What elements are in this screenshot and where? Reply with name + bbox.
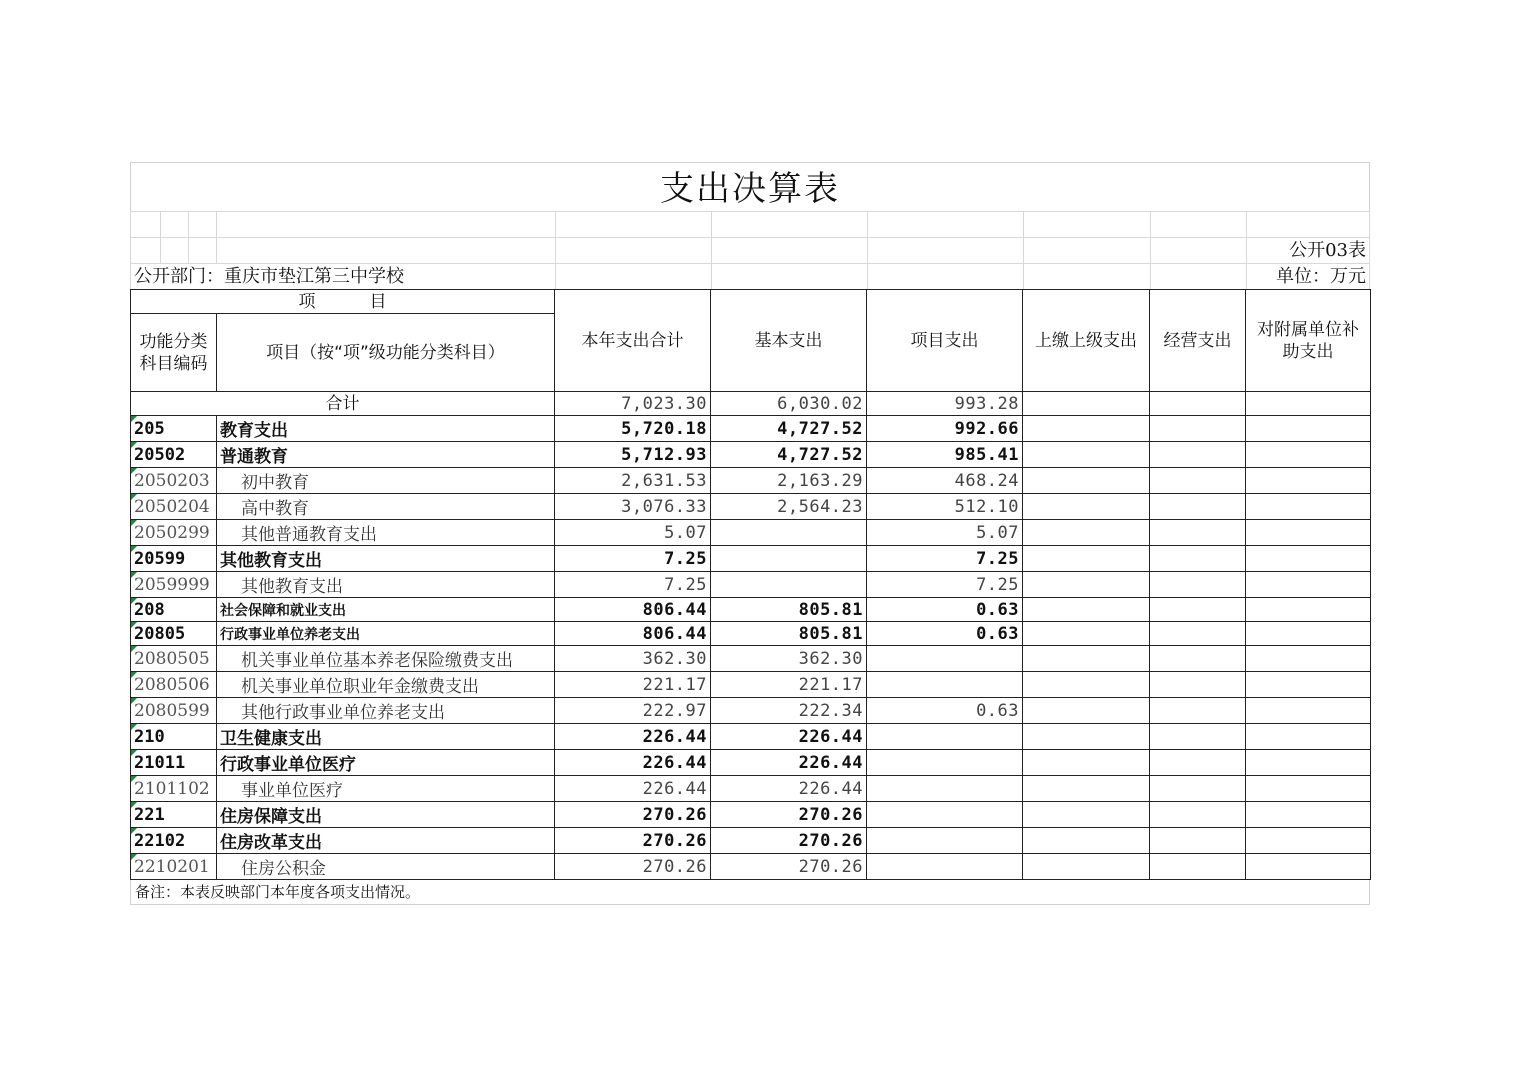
row-code: 205 <box>131 416 217 442</box>
row-total: 806.44 <box>555 622 711 646</box>
row-basic <box>711 546 867 572</box>
total-project: 993.28 <box>867 392 1023 416</box>
empty-cell <box>1023 572 1150 598</box>
row-project <box>867 750 1023 776</box>
empty-cell <box>1246 494 1371 520</box>
empty-cell <box>1246 672 1371 698</box>
row-code: 2050203 <box>131 468 217 494</box>
row-total: 270.26 <box>555 802 711 828</box>
empty-cell <box>1150 724 1246 750</box>
empty-cell <box>1150 416 1246 442</box>
table-row <box>131 646 1371 672</box>
header-total: 本年支出合计 <box>555 290 711 392</box>
row-code: 2080506 <box>131 672 217 698</box>
row-project: 0.63 <box>867 622 1023 646</box>
row-total: 5,712.93 <box>555 442 711 468</box>
table-row <box>131 622 1371 646</box>
row-basic: 805.81 <box>711 622 867 646</box>
empty-cell <box>1150 520 1246 546</box>
spreadsheet-page <box>130 162 1370 905</box>
empty-cell <box>1023 672 1150 698</box>
empty-cell <box>1246 646 1371 672</box>
empty-cell <box>1150 494 1246 520</box>
table-row <box>131 546 1371 572</box>
row-project <box>867 802 1023 828</box>
empty-cell <box>1150 546 1246 572</box>
header-subsidy: 对附属单位补助支出 <box>1246 290 1371 392</box>
row-code: 2101102 <box>131 776 217 802</box>
row-total: 3,076.33 <box>555 494 711 520</box>
row-total: 7.25 <box>555 572 711 598</box>
table-row <box>131 416 1371 442</box>
empty-cell <box>1023 520 1150 546</box>
row-total: 5,720.18 <box>555 416 711 442</box>
empty-cell <box>1023 854 1150 880</box>
row-total: 362.30 <box>555 646 711 672</box>
empty-cell <box>1023 442 1150 468</box>
row-project: 0.63 <box>867 598 1023 622</box>
header-project: 项目支出 <box>867 290 1023 392</box>
row-name: 普通教育 <box>217 442 555 468</box>
row-basic: 226.44 <box>711 724 867 750</box>
row-basic: 805.81 <box>711 598 867 622</box>
row-project: 5.07 <box>867 520 1023 546</box>
row-total: 5.07 <box>555 520 711 546</box>
row-code: 20805 <box>131 622 217 646</box>
row-basic: 4,727.52 <box>711 442 867 468</box>
table-body <box>131 416 1371 880</box>
table-row <box>131 828 1371 854</box>
row-basic: 270.26 <box>711 854 867 880</box>
table-row <box>131 698 1371 724</box>
empty-cell <box>1150 646 1246 672</box>
empty-cell <box>1246 776 1371 802</box>
department-label: 公开部门：重庆市垫江第三中学校 <box>134 266 404 287</box>
row-project <box>867 854 1023 880</box>
table-row <box>131 750 1371 776</box>
empty-cell <box>1150 672 1246 698</box>
empty-cell <box>1023 724 1150 750</box>
table-row <box>131 520 1371 546</box>
row-project: 0.63 <box>867 698 1023 724</box>
row-code: 2059999 <box>131 572 217 598</box>
table-row <box>131 598 1371 622</box>
row-code: 2050204 <box>131 494 217 520</box>
row-total: 226.44 <box>555 776 711 802</box>
table-row <box>131 672 1371 698</box>
row-name: 住房改革支出 <box>217 828 555 854</box>
empty-cell <box>1150 776 1246 802</box>
empty-cell <box>1150 598 1246 622</box>
row-code: 2080599 <box>131 698 217 724</box>
empty-cell <box>1023 598 1150 622</box>
row-code: 221 <box>131 802 217 828</box>
row-name: 其他教育支出 <box>217 546 555 572</box>
row-project: 985.41 <box>867 442 1023 468</box>
row-project <box>867 646 1023 672</box>
row-name: 行政事业单位医疗 <box>217 750 555 776</box>
header-basic: 基本支出 <box>711 290 867 392</box>
empty-cell <box>1246 622 1371 646</box>
empty-cell <box>1150 622 1246 646</box>
table-row <box>131 468 1371 494</box>
row-total: 270.26 <box>555 828 711 854</box>
row-name: 初中教育 <box>217 468 555 494</box>
empty-cell <box>1246 572 1371 598</box>
empty-cell <box>1246 828 1371 854</box>
row-project: 512.10 <box>867 494 1023 520</box>
empty-cell <box>1023 828 1150 854</box>
row-basic: 362.30 <box>711 646 867 672</box>
empty-cell <box>1023 494 1150 520</box>
row-basic: 221.17 <box>711 672 867 698</box>
table-row <box>131 724 1371 750</box>
row-basic: 4,727.52 <box>711 416 867 442</box>
row-project: 7.25 <box>867 572 1023 598</box>
row-basic: 2,564.23 <box>711 494 867 520</box>
row-name: 事业单位医疗 <box>217 776 555 802</box>
empty-cell <box>1150 572 1246 598</box>
row-total: 7.25 <box>555 546 711 572</box>
empty-cell <box>1023 416 1150 442</box>
empty-cell <box>1150 468 1246 494</box>
empty-cell <box>1023 776 1150 802</box>
row-basic <box>711 520 867 546</box>
empty-cell <box>1246 750 1371 776</box>
row-project <box>867 776 1023 802</box>
row-basic: 2,163.29 <box>711 468 867 494</box>
row-basic: 226.44 <box>711 776 867 802</box>
empty-cell <box>1246 854 1371 880</box>
table-row <box>131 776 1371 802</box>
row-name: 机关事业单位职业年金缴费支出 <box>217 672 555 698</box>
empty-cell <box>1150 802 1246 828</box>
row-project: 992.66 <box>867 416 1023 442</box>
empty-cell <box>1246 598 1371 622</box>
row-code: 2080505 <box>131 646 217 672</box>
row-project: 468.24 <box>867 468 1023 494</box>
footnote: 备注：本表反映部门本年度各项支出情况。 <box>130 880 1370 905</box>
row-name: 住房保障支出 <box>217 802 555 828</box>
row-total: 2,631.53 <box>555 468 711 494</box>
row-code: 2210201 <box>131 854 217 880</box>
empty-cell <box>1023 622 1150 646</box>
row-name: 机关事业单位基本养老保险缴费支出 <box>217 646 555 672</box>
table-row <box>131 802 1371 828</box>
table-row <box>131 494 1371 520</box>
row-total: 806.44 <box>555 598 711 622</box>
row-total: 270.26 <box>555 854 711 880</box>
row-code: 2050299 <box>131 520 217 546</box>
row-basic: 222.34 <box>711 698 867 724</box>
row-name: 高中教育 <box>217 494 555 520</box>
unit-label: 单位：万元 <box>1276 266 1366 287</box>
form-number-row <box>130 237 1370 263</box>
empty-cell <box>1246 802 1371 828</box>
empty-cell <box>1246 698 1371 724</box>
header-business: 经营支出 <box>1150 290 1246 392</box>
header-upper: 上缴上级支出 <box>1023 290 1150 392</box>
empty-cell <box>1246 546 1371 572</box>
row-code: 208 <box>131 598 217 622</box>
row-basic: 270.26 <box>711 828 867 854</box>
row-total: 226.44 <box>555 750 711 776</box>
row-project <box>867 828 1023 854</box>
empty-cell <box>1150 442 1246 468</box>
row-basic: 270.26 <box>711 802 867 828</box>
row-total: 222.97 <box>555 698 711 724</box>
table-row <box>131 572 1371 598</box>
row-name: 其他教育支出 <box>217 572 555 598</box>
row-code: 21011 <box>131 750 217 776</box>
table-row <box>131 854 1371 880</box>
empty-cell <box>1150 854 1246 880</box>
total-basic: 6,030.02 <box>711 392 867 416</box>
row-name: 教育支出 <box>217 416 555 442</box>
total-row <box>131 392 1371 416</box>
empty-cell <box>1023 750 1150 776</box>
empty-cell <box>1246 442 1371 468</box>
row-basic <box>711 572 867 598</box>
department-row <box>130 263 1370 289</box>
empty-grid-row <box>130 211 1370 237</box>
row-name: 社会保障和就业支出 <box>217 598 555 622</box>
row-code: 210 <box>131 724 217 750</box>
total-label: 合计 <box>131 392 555 416</box>
row-name: 其他普通教育支出 <box>217 520 555 546</box>
empty-cell <box>1023 468 1150 494</box>
row-name: 卫生健康支出 <box>217 724 555 750</box>
row-total: 221.17 <box>555 672 711 698</box>
page-title: 支出决算表 <box>130 162 1370 211</box>
row-name: 住房公积金 <box>217 854 555 880</box>
empty-cell <box>1023 802 1150 828</box>
empty-cell <box>1246 520 1371 546</box>
row-project <box>867 724 1023 750</box>
expenditure-table <box>130 289 1371 880</box>
row-name: 其他行政事业单位养老支出 <box>217 698 555 724</box>
row-project <box>867 672 1023 698</box>
form-number: 公开03表 <box>1289 240 1366 261</box>
row-code: 20502 <box>131 442 217 468</box>
empty-cell <box>1150 828 1246 854</box>
empty-cell <box>1150 750 1246 776</box>
total-total: 7,023.30 <box>555 392 711 416</box>
table-row <box>131 442 1371 468</box>
header-code: 功能分类科目编码 <box>131 314 217 392</box>
row-code: 22102 <box>131 828 217 854</box>
row-total: 226.44 <box>555 724 711 750</box>
row-project: 7.25 <box>867 546 1023 572</box>
empty-cell <box>1023 546 1150 572</box>
empty-cell <box>1023 646 1150 672</box>
empty-cell <box>1150 698 1246 724</box>
row-name: 行政事业单位养老支出 <box>217 622 555 646</box>
empty-cell <box>1246 468 1371 494</box>
empty-cell <box>1246 724 1371 750</box>
row-basic: 226.44 <box>711 750 867 776</box>
header-item: 项目（按“项”级功能分类科目） <box>217 314 555 392</box>
empty-cell <box>1246 416 1371 442</box>
empty-cell <box>1023 698 1150 724</box>
row-code: 20599 <box>131 546 217 572</box>
header-item-group: 项 目 <box>131 290 555 314</box>
